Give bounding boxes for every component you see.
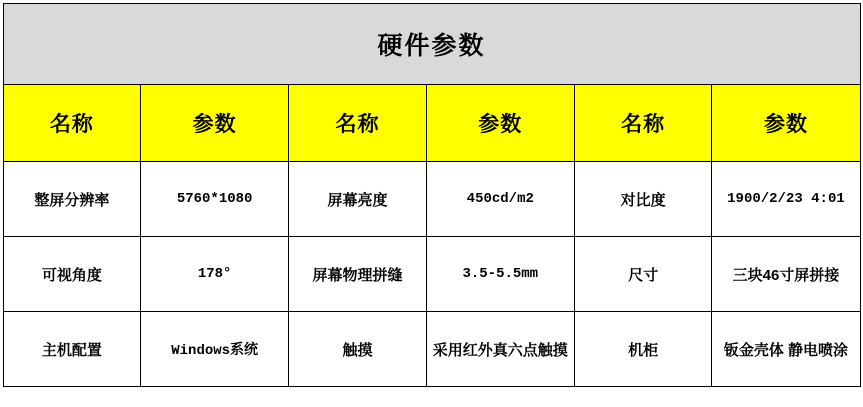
- table-row: [3, 162, 860, 237]
- column-header-param-1: 参数: [141, 85, 289, 162]
- column-header-name-2: 名称: [289, 85, 427, 162]
- param-value: 三块46寸屏拼接: [712, 237, 860, 312]
- param-name: 触摸: [289, 312, 427, 387]
- table-row: [3, 237, 860, 312]
- param-name: 主机配置: [3, 312, 141, 387]
- column-header-name-3: 名称: [574, 85, 712, 162]
- param-name: 尺寸: [574, 237, 712, 312]
- table-header-row: [3, 85, 860, 162]
- param-value: 采用红外真六点触摸: [426, 312, 574, 387]
- column-header-param-3: 参数: [712, 85, 860, 162]
- page-title: 硬件参数: [3, 4, 860, 85]
- table-row: [3, 312, 860, 387]
- param-name: 屏幕物理拼缝: [289, 237, 427, 312]
- param-value: Windows系统: [141, 312, 289, 387]
- column-header-param-2: 参数: [426, 85, 574, 162]
- table-body: [3, 4, 860, 387]
- hardware-parameters-table: [3, 3, 861, 387]
- param-value: 1900/2/23 4:01: [712, 162, 860, 237]
- param-value: 钣金壳体 静电喷涂: [712, 312, 860, 387]
- table-title-row: [3, 4, 860, 85]
- param-name: 对比度: [574, 162, 712, 237]
- param-name: 屏幕亮度: [289, 162, 427, 237]
- column-header-name-1: 名称: [3, 85, 141, 162]
- param-name: 可视角度: [3, 237, 141, 312]
- param-value: 5760*1080: [141, 162, 289, 237]
- param-name: 机柜: [574, 312, 712, 387]
- param-value: 178°: [141, 237, 289, 312]
- param-value: 3.5-5.5mm: [426, 237, 574, 312]
- param-name: 整屏分辨率: [3, 162, 141, 237]
- param-value: 450cd/m2: [426, 162, 574, 237]
